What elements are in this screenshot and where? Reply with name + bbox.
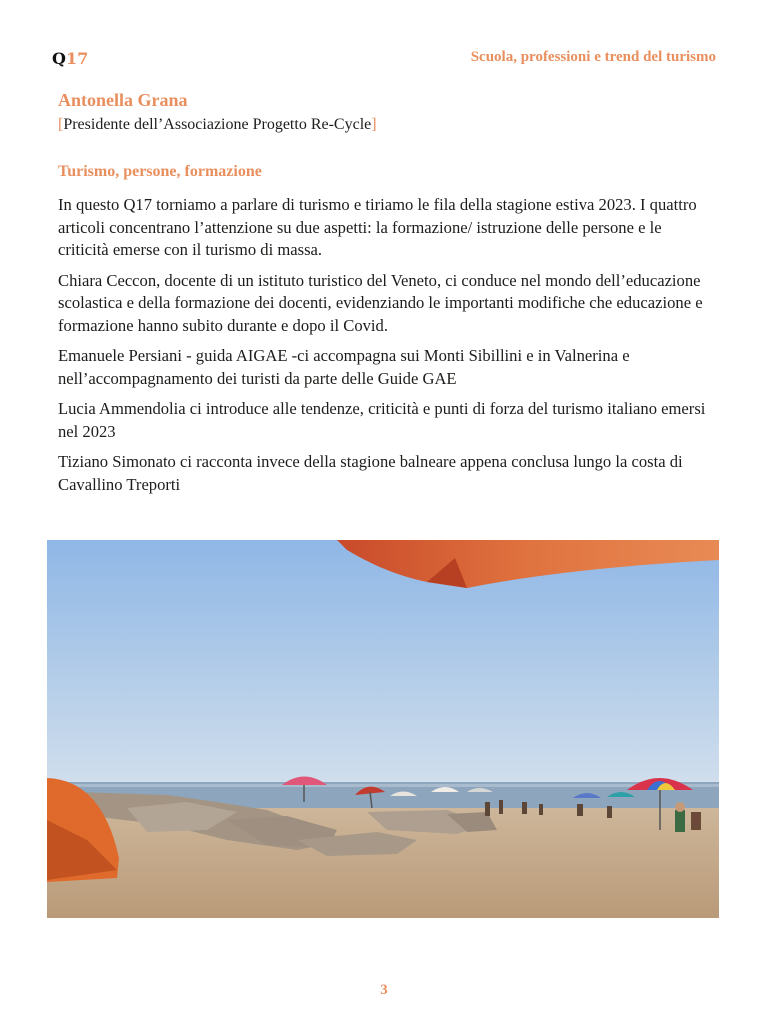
role-bracket-close: ] (371, 116, 377, 133)
paragraph-intro: In questo Q17 torniamo a parlare di turismo e tiriamo le fila della stagione estiva 2023. I quattro articoli concentrano l’attenzione su due aspetti: la formazione/ istruzione delle persone e le criticità emerse con il turismo di massa. (58, 195, 697, 259)
article-body (58, 194, 714, 504)
issue-prefix: Q (52, 49, 66, 68)
running-title: Scuola, professioni e trend del turismo (470, 49, 716, 65)
issue-number: 17 (65, 49, 89, 68)
paragraph-persiani: Emanuele Persiani - guida AIGAE -ci accompagna sui Monti Sibillini e in Valnerina e nell’accompagnamento dei turisti da parte delle Guide GAE (58, 346, 630, 388)
author-role (58, 116, 377, 134)
page-number: 3 (380, 982, 388, 998)
paragraph-simonato: Tiziano Simonato ci racconta invece della stagione balneare appena conclusa lungo la costa di Cavallino Treporti (58, 452, 683, 494)
issue-label (52, 49, 88, 68)
section-title: Turismo, persone, formazione (58, 163, 262, 180)
role-bracket-open: [ (58, 116, 64, 133)
author-name: Antonella Grana (58, 90, 188, 110)
beach-photo (47, 540, 719, 918)
role-text: Presidente dell’Associazione Progetto Re-Cycle (63, 116, 372, 133)
paragraph-ceccon: Chiara Ceccon, docente di un istituto turistico del Veneto, ci conduce nel mondo dell’educazione scolastica e della formazione dei docenti, evidenziando le importanti modifiche che educazione e formazione hanno subito durante e dopo il Covid. (58, 270, 703, 335)
sky (47, 540, 719, 790)
paragraph-ammendolia: Lucia Ammendolia ci introduce alle tendenze, criticità e punti di forza del turismo italiano emersi nel 2023 (58, 399, 706, 441)
